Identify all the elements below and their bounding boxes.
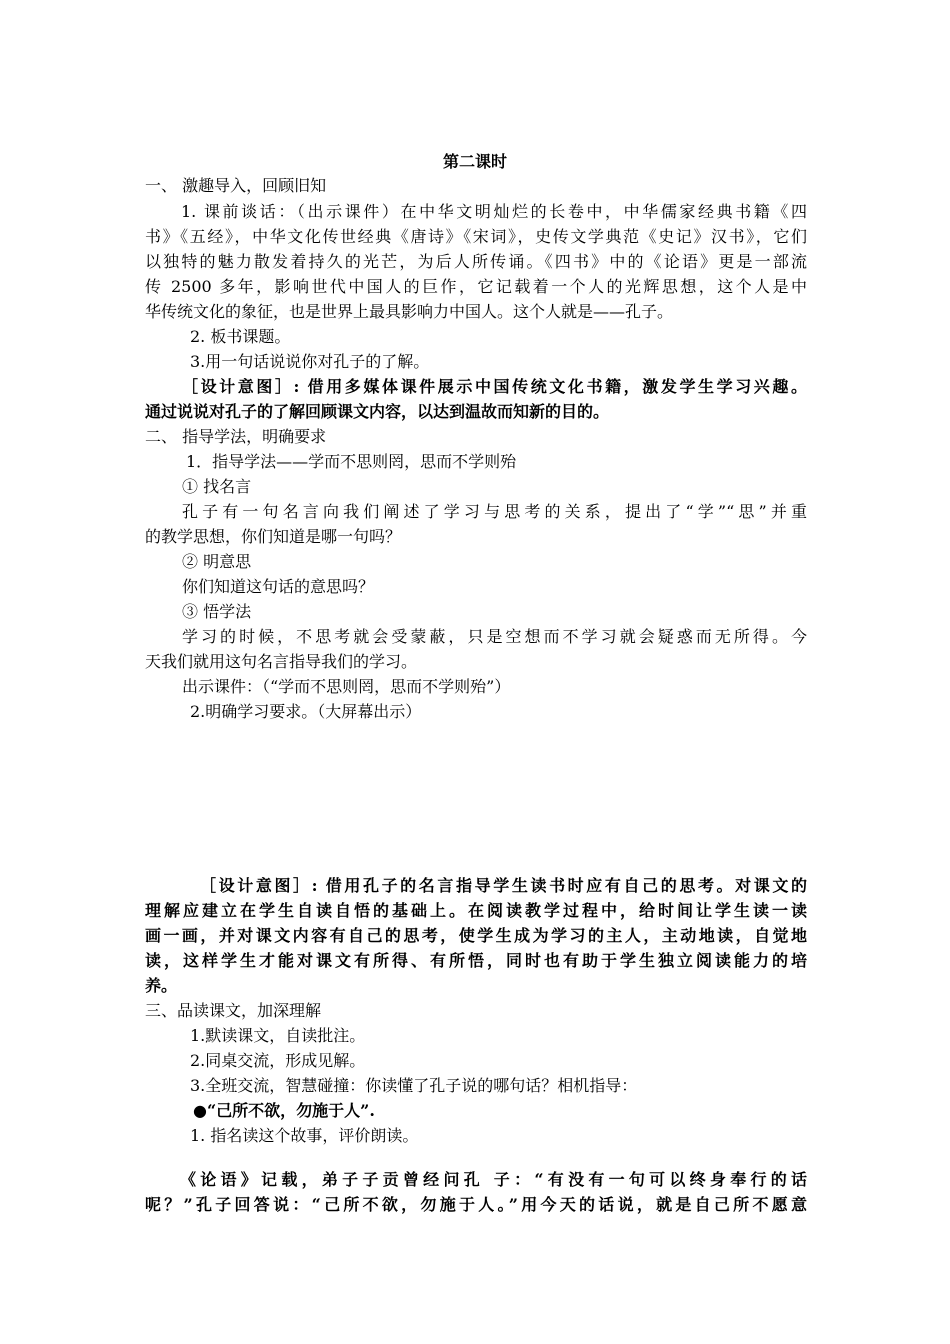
design-intent-line: 读，这样学生才能对课文有所得、有所悟，同时也有助于学生独立阅读能力的培: [145, 951, 807, 970]
list-item: 3.用一句话说说你对孔子的了解。: [190, 352, 430, 371]
design-intent-line: 养。: [145, 976, 178, 995]
paragraph-line: 传 2500 多年，影响世代中国人的巨作，它记载着一个人的光辉思想，这个人是中: [145, 277, 807, 296]
step-label: ② 明意思: [182, 552, 252, 571]
bullet-quote: ●“己所不欲，勿施于人”.: [193, 1101, 375, 1120]
story-line: 呢？”孔子回答说：“己所不欲，勿施于人。”用今天的话说，就是自己所不愿意: [145, 1195, 807, 1214]
list-item: 2.同桌交流，形成见解。: [190, 1051, 366, 1070]
design-intent-line: 通过说说对孔子的了解回顾课文内容，以达到温故而知新的目的。: [145, 402, 610, 421]
paragraph-line: 华传统文化的象征，也是世界上最具影响力中国人。这个人就是——孔子。: [145, 302, 674, 321]
courseware-line: 出示课件：（“学而不思则罔，思而不学则殆”）: [182, 677, 511, 696]
design-intent-line: 理解应建立在学生自读自悟的基础上。在阅读教学过程中，给时间让学生读一读: [145, 901, 807, 920]
list-item: 2. 板书课题。: [190, 327, 291, 346]
step-label: ③ 悟学法: [182, 602, 252, 621]
paragraph-line: 学习的时候，不思考就会受蒙蔽，只是空想而不学习就会疑惑而无所得。今: [182, 627, 807, 646]
step-label: ① 找名言: [182, 477, 252, 496]
list-item: 1．指导学法——学而不思则罔，思而不学则殆: [186, 452, 517, 471]
section-heading-3: 三、品读课文，加深理解: [145, 1001, 322, 1020]
list-item: 1. 指名读这个故事，评价朗读。: [190, 1126, 419, 1145]
paragraph-line: 天我们就用这句名言指导我们的学习。: [145, 652, 418, 671]
list-item: 1.默读课文，自读批注。: [190, 1026, 366, 1045]
design-intent-line: 画一画，并对课文内容有自己的思考，使学生成为学习的主人，主动地读，自觉地: [145, 926, 807, 945]
paragraph-line: 书》《五经》，中华文化传世经典《唐诗》《宋词》，史传文学典范《史记》汉书》，它们: [145, 227, 807, 246]
section-heading-1: 一、 激趣导入，回顾旧知: [145, 176, 327, 195]
list-item: 3.全班交流，智慧碰撞：你读懂了孔子说的哪句话？相机指导：: [190, 1076, 638, 1095]
design-intent-line: ［设计意图］: 借用多媒体课件展示中国传统文化书籍，激发学生学习兴趣。: [182, 377, 807, 396]
paragraph-line: 以独特的魅力散发着持久的光芒，为后人所传诵。《四书》中的《论语》更是一部流: [145, 252, 807, 271]
section-heading-2: 二、 指导学法，明确要求: [145, 427, 327, 446]
paragraph-line: 的教学思想，你们知道是哪一句吗？: [145, 527, 402, 546]
list-item: 2.明确学习要求。（大屏幕出示）: [190, 702, 422, 721]
page-title: 第二课时: [442, 152, 507, 171]
design-intent-line: ［设计意图］: 借用孔子的名言指导学生读书时应有自己的思考。对课文的: [200, 876, 807, 895]
story-line: 《论语》记载，弟子子贡曾经问孔 子：“有没有一句可以终身奉行的话: [180, 1170, 807, 1189]
paragraph-line: 1. 课前谈话：（出示课件）在中华文明灿烂的长卷中，中华儒家经典书籍《四: [181, 202, 807, 221]
paragraph-line: 孔子有一句名言向我们阐述了学习与思考的关系，提出了“学”“思”并重: [182, 502, 807, 521]
paragraph-line: 你们知道这句话的意思吗？: [182, 577, 375, 596]
